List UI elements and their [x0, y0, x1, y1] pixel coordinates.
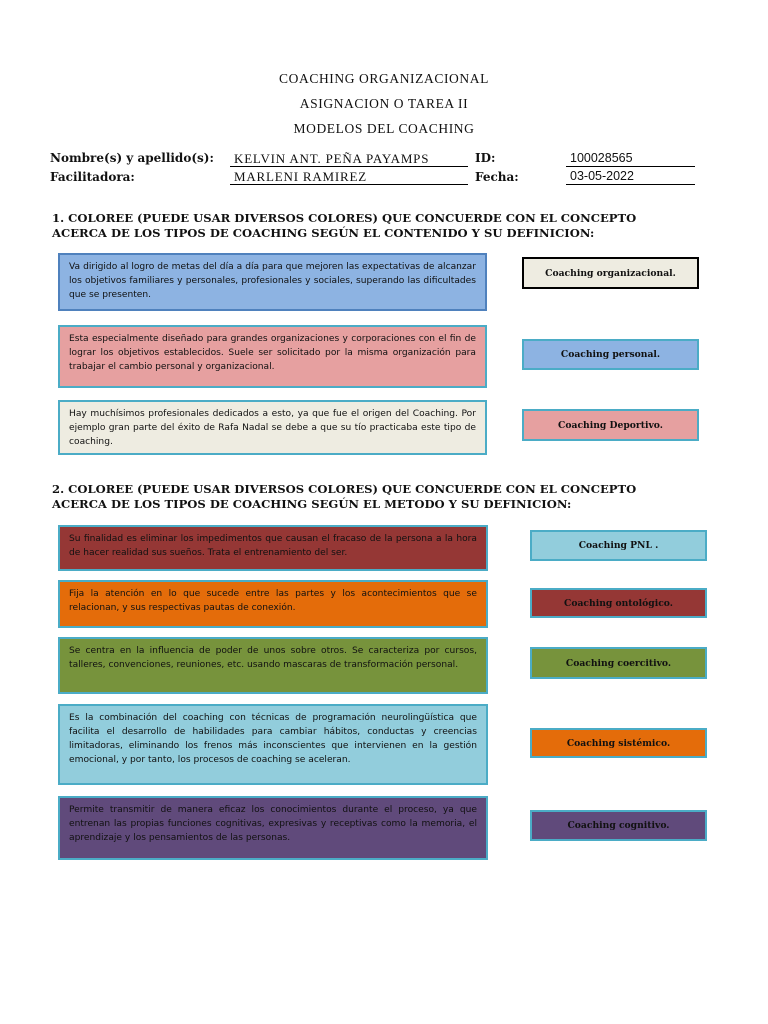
document-topic: MODELOS DEL COACHING — [293, 121, 475, 136]
section1-type-deportivo: Coaching Deportivo. — [522, 409, 699, 441]
section2-instruction-line1: 2. COLOREE (PUEDE USAR DIVERSOS COLORES) QUE CONCUERDE CON EL CONCEPTO — [52, 482, 637, 496]
document-title: COACHING ORGANIZACIONAL — [279, 71, 489, 86]
section1-definition-2: Esta especialmente diseñado para grandes organizaciones y corporaciones con el fin de lograr los objetivos establecidos. Suele ser solicitado por la misma organización para trabajar el cambio personal y organizacional. — [58, 325, 487, 388]
section2-definition-2: Fija la atención en lo que sucede entre las partes y los acontecimientos que se relacionan, y sus respectivas pautas de conexión. — [58, 580, 488, 628]
section1-definition-1: Va dirigido al logro de metas del día a día para que mejoren las expectativas de alcanzar los objetivos familiares y personales, profesionales y sociales, superando las dificultades que se presenten. — [58, 253, 487, 311]
id-value: 100028565 — [566, 150, 695, 167]
section2-instruction — [52, 482, 697, 512]
section1-instruction — [52, 211, 697, 241]
section2-type-ontologico: Coaching ontológico. — [530, 588, 707, 618]
section2-type-coercitivo: Coaching coercitivo. — [530, 647, 707, 679]
section2-definition-1: Su finalidad es eliminar los impedimentos que causan el fracaso de la persona a la hora de hacer realidad sus sueños. Trata el entrenamiento del ser. — [58, 525, 488, 571]
name-label: Nombre(s) y apellido(s): — [50, 151, 214, 165]
facilitator-label: Facilitadora: — [50, 170, 135, 184]
date-label: Fecha: — [475, 170, 519, 184]
section1-instruction-line1: 1. COLOREE (PUEDE USAR DIVERSOS COLORES) QUE CONCUERDE CON EL CONCEPTO — [52, 211, 637, 225]
facilitator-value: MARLENI RAMIREZ — [230, 168, 468, 185]
document-subtitle: ASIGNACION O TAREA II — [299, 96, 469, 111]
section2-definition-3: Se centra en la influencia de poder de unos sobre otros. Se caracteriza por cursos, talleres, convenciones, reuniones, etc. usando mascaras de transformación personal. — [58, 637, 488, 694]
section2-type-cognitivo: Coaching cognitivo. — [530, 810, 707, 841]
section2-type-sistemico: Coaching sistémico. — [530, 728, 707, 758]
section2-instruction-line2: ACERCA DE LOS TIPOS DE COACHING SEGÚN EL METODO Y SU DEFINICION: — [52, 497, 572, 511]
section2-definition-5: Permite transmitir de manera eficaz los conocimientos durante el proceso, ya que entrenan las propias funciones cognitivas, expresivas y receptivas como la memoria, el aprendizaje y los pensamientos de las personas. — [58, 796, 488, 860]
section2-type-pnl: Coaching PNL . — [530, 530, 707, 561]
section1-definition-3: Hay muchísimos profesionales dedicados a esto, ya que fue el origen del Coaching. Por ejemplo gran parte del éxito de Rafa Nadal se debe a que su tío practicaba este tipo de coaching. — [58, 400, 487, 455]
section2-definition-4: Es la combinación del coaching con técnicas de programación neurolingüística que facilita el desarrollo de habilidades para cambiar hábitos, conductas y creencias limitadoras, eliminando los frenos más inconscientes que intervienen en la gestión emocional, y por tanto, los procesos de coaching se aceleran. — [58, 704, 488, 785]
section1-instruction-line2: ACERCA DE LOS TIPOS DE COACHING SEGÚN EL CONTENIDO Y SU DEFINICION: — [52, 226, 595, 240]
id-label: ID: — [475, 151, 496, 165]
section1-type-personal: Coaching personal. — [522, 339, 699, 370]
section1-type-organizacional: Coaching organizacional. — [522, 257, 699, 289]
name-value: KELVIN ANT. PEÑA PAYAMPS — [230, 150, 468, 167]
date-value: 03-05-2022 — [566, 168, 695, 185]
